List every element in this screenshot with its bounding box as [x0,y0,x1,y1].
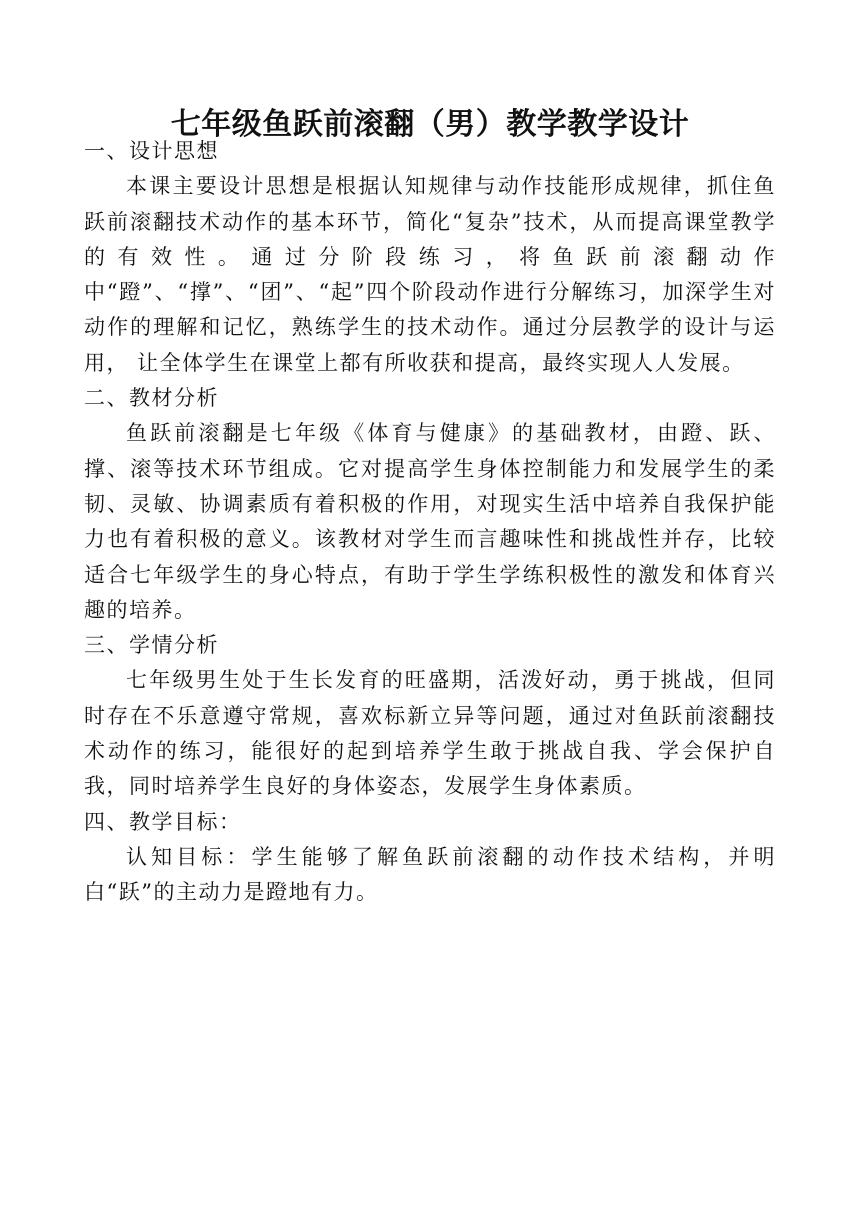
document-body [84,134,776,911]
section-heading: 二、教材分析 [84,386,219,411]
section-student-analysis [84,628,776,804]
section-teaching-goals [84,805,776,911]
document-title: 七年级鱼跃前滚翻（男）教学教学设计 [170,107,690,143]
section-heading: 四、教学目标： [84,809,242,834]
section-paragraph: 鱼跃前滚翻是七年级《体育与健康》的基础教材，由蹬、跃、撑、滚等技术环节组成。它对提高学生身体控制能力和发展学生的柔韧、灵敏、协调素质有着积极的作用，对现实生活中培养自我保护能力也有着积极的意义。该教材对学生而言趣味性和挑战性并存，比较适合七年级学生的身心特点，有助于学生学练积极性的激发和体育兴趣的培养。 [84,421,776,622]
section-heading: 三、学情分析 [84,633,219,658]
section-heading: 一、设计思想 [84,139,219,163]
section-paragraph: 七年级男生处于生长发育的旺盛期，活泼好动，勇于挑战，但同时存在不乐意遵守常规，喜欢标新立异等问题，通过对鱼跃前滚翻技术动作的练习，能很好的起到培养学生敢于挑战自我、学会保护自我，同时培养学生良好的身体姿态，发展学生身体素质。 [84,668,776,799]
section-paragraph: 本课主要设计思想是根据认知规律与动作技能形成规律，抓住鱼跃前滚翻技术动作的基本环节，简化“复杂”技术，从而提高课堂教学的有效性。通过分阶段练习，将鱼跃前滚翻动作中“蹬”、“撑”、“团”、“起”四个阶段动作进行分解练习，加深学生对动作的理解和记忆，熟练学生的技术动作。通过分层教学的设计与运用， 让全体学生在课堂上都有所收获和提高，最终实现人人发展。 [84,174,776,375]
section-material-analysis [84,381,776,628]
section-design-idea [84,134,776,381]
section-paragraph: 认知目标：学生能够了解鱼跃前滚翻的动作技术结构，并明白“跃”的主动力是蹬地有力。 [84,844,776,905]
